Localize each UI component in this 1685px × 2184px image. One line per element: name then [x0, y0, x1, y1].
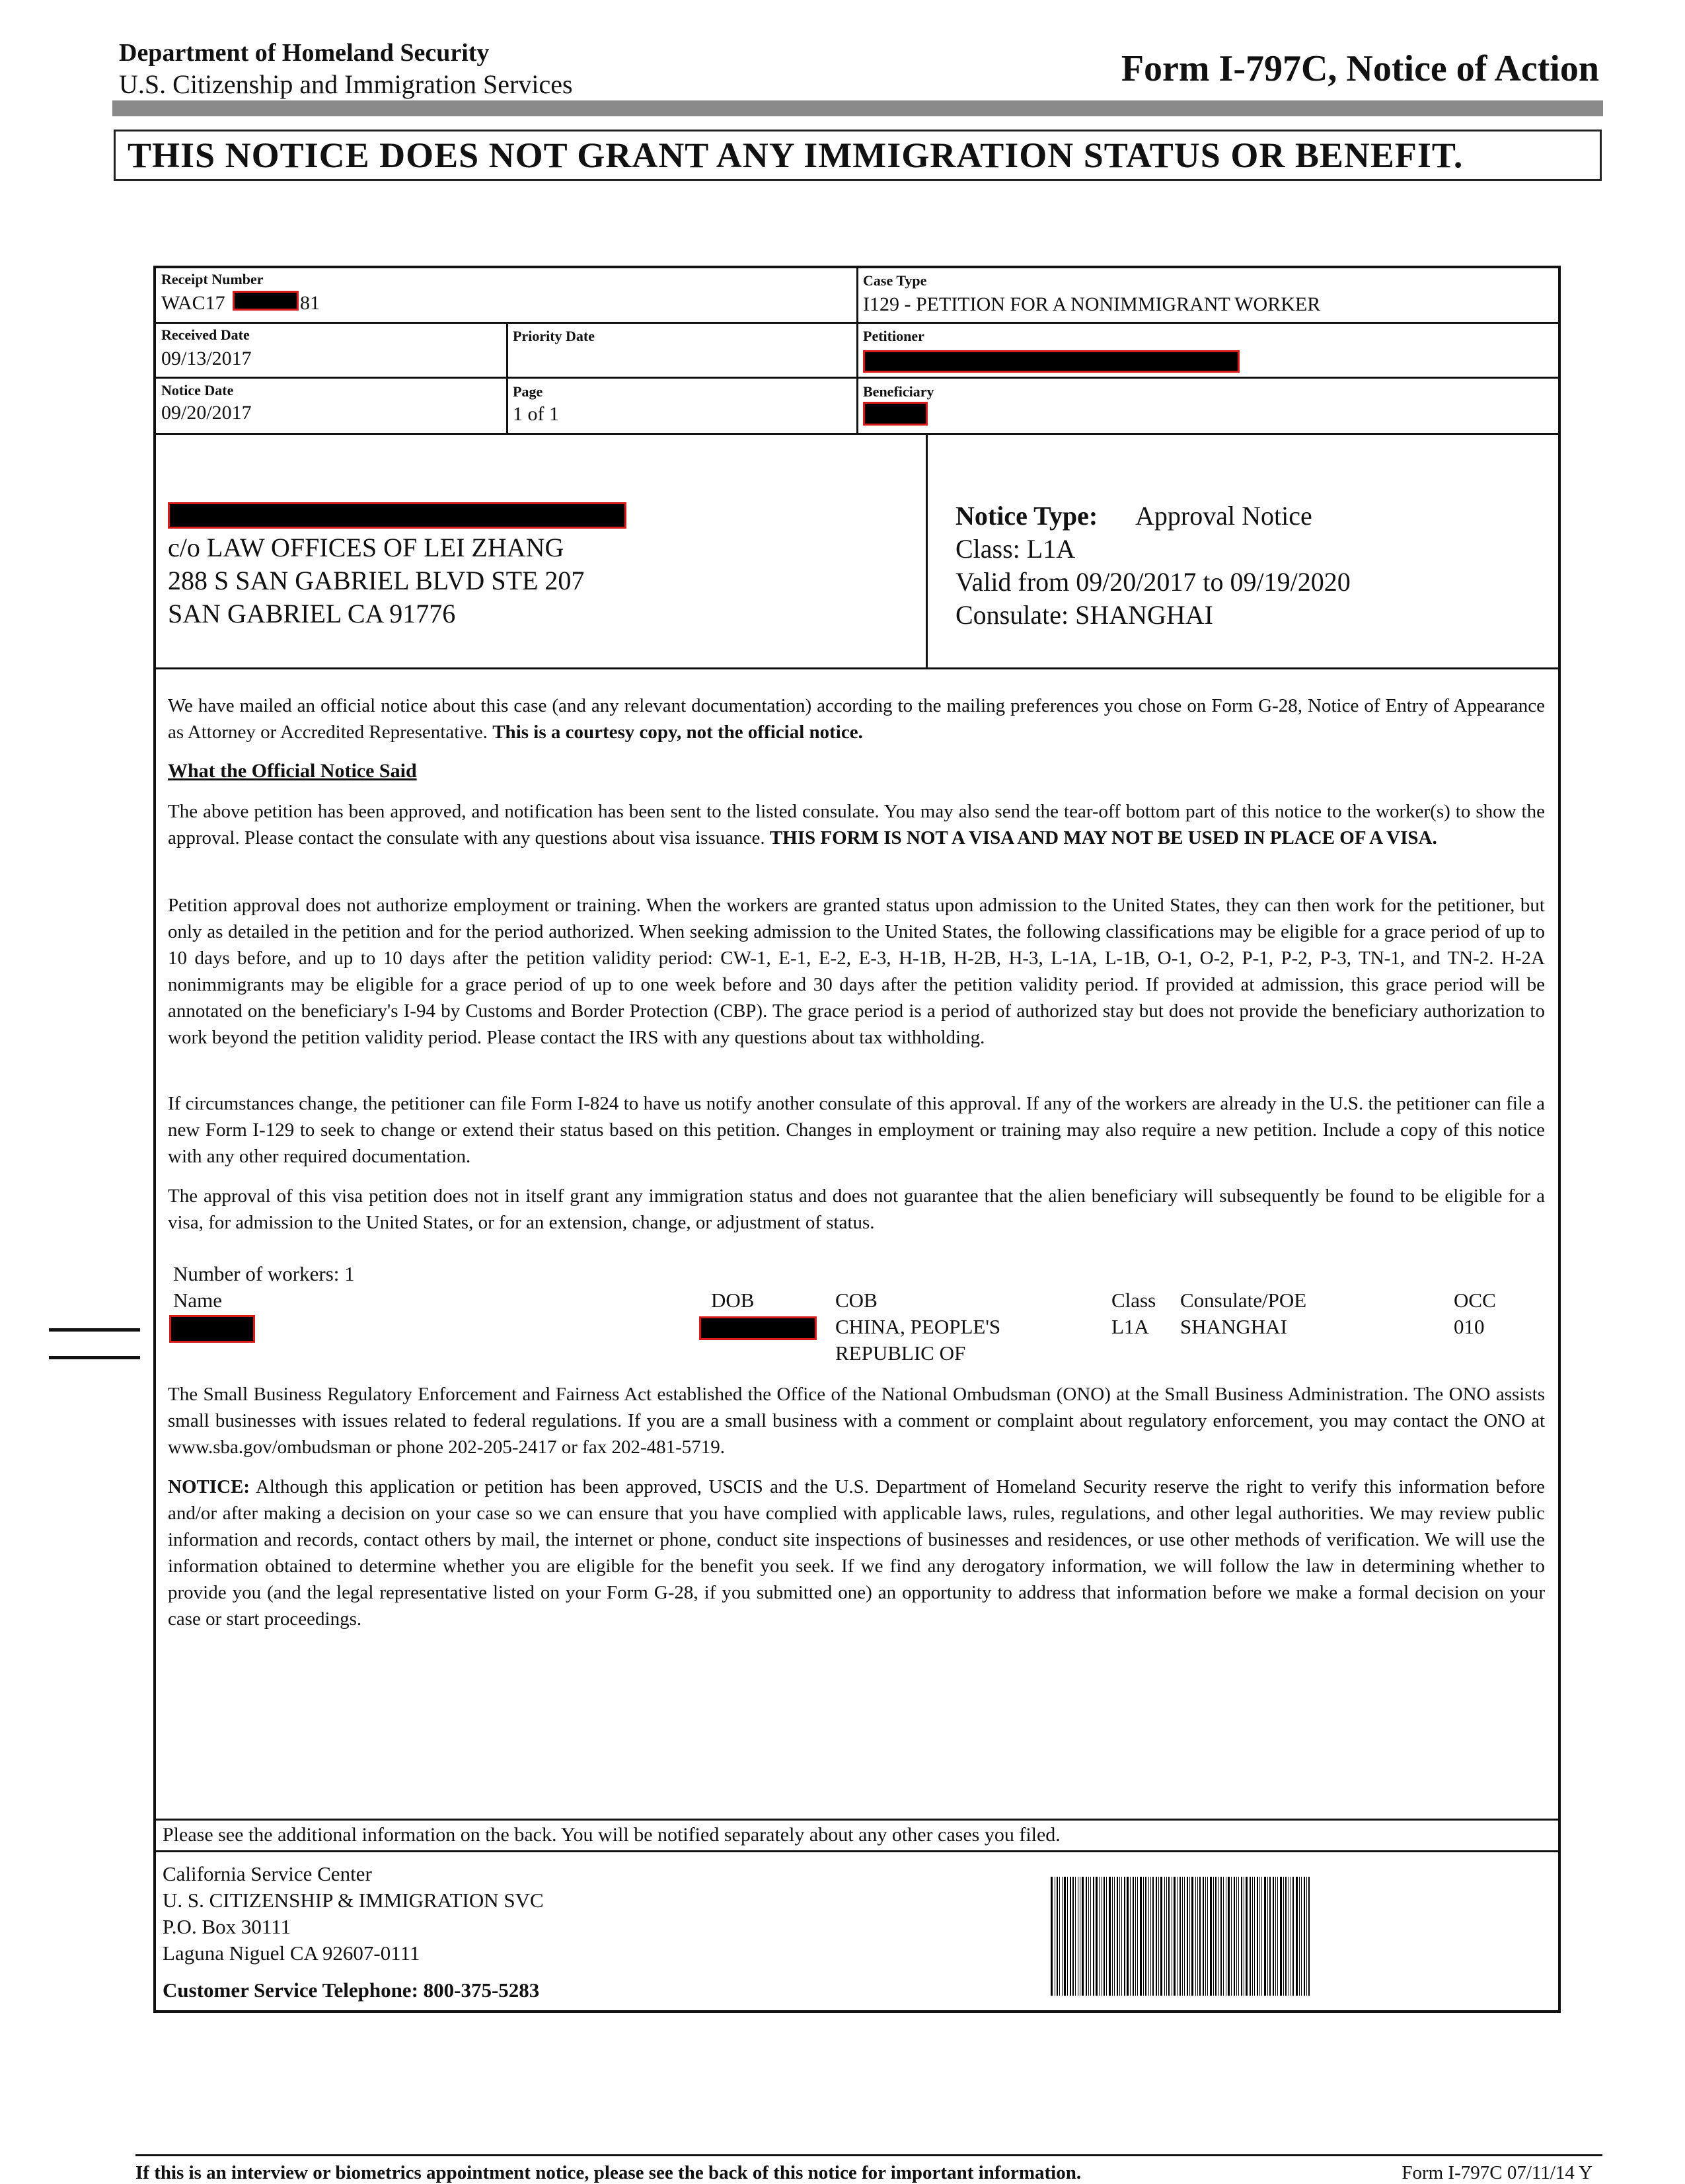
approval-disclaimer-paragraph: The approval of this visa petition does not in itself grant any immigration status and does not guarantee that the alien beneficiary will subsequently be found to be eligible for a visa, for admission to the United States, or for an extension, change, or adjustment of status. — [168, 1186, 1545, 1233]
barcode-bar — [1064, 1877, 1066, 1996]
notice-consulate: Consulate: SHANGHAI — [955, 600, 1213, 630]
barcode-bar — [1152, 1877, 1154, 1996]
barcode-bar — [1261, 1877, 1262, 1996]
worker-occ: 010 — [1454, 1315, 1485, 1338]
received-date-value: 09/13/2017 — [161, 348, 252, 369]
service-center-line-2: U. S. CITIZENSHIP & IMMIGRATION SVC — [163, 1889, 544, 1912]
department-name: Department of Homeland Security — [119, 39, 490, 67]
margin-mark — [49, 1328, 140, 1332]
receipt-number-suffix: 81 — [300, 292, 320, 314]
receipt-number-redaction — [233, 291, 299, 311]
address-line-3: SAN GABRIEL CA 91776 — [168, 599, 456, 628]
notice-date-label: Notice Date — [161, 382, 234, 398]
barcode-bar — [1160, 1877, 1162, 1996]
courtesy-paragraph — [168, 693, 1545, 745]
case-type-label: Case Type — [863, 272, 927, 289]
workers-header-name: Name — [173, 1289, 223, 1312]
barcode-bar — [1246, 1877, 1248, 1996]
service-center-line-1: California Service Center — [163, 1862, 372, 1885]
barcode-bar — [1187, 1877, 1188, 1996]
barcode-bar — [1283, 1877, 1284, 1996]
barcode-bar — [1205, 1877, 1206, 1996]
barcode-bar — [1275, 1877, 1276, 1996]
notice-type-value: Approval Notice — [1135, 501, 1312, 531]
barcode-bar — [1104, 1877, 1105, 1996]
grid-line — [856, 266, 858, 433]
ombudsman-paragraph: The Small Business Regulatory Enforcement and Fairness Act established the Office of the National Ombudsman (ONO) at the Small Business Administration. The ONO assists small businesses with issues related to federal regulations. If you are a small business with a comment or complaint about regulatory enforcement, you may contact the ONO at www.sba.gov/ombudsman or phone 202-205-2417 or fax 202-481-5719. — [168, 1384, 1545, 1458]
appointment-note: If this is an interview or biometrics appointment notice, please see the back of this notice for important information. — [135, 2162, 1082, 2183]
page-label: Page — [513, 383, 543, 400]
notice-type-label: Notice Type: — [955, 501, 1098, 531]
courtesy-bold: This is a courtesy copy, not the official notice. — [492, 722, 863, 743]
barcode-bar — [1264, 1877, 1266, 1996]
employment-paragraph: Petition approval does not authorize employment or training. When the workers are granted status upon admission to the United States, they can then work for the petitioner, but only as detailed in the petition and for the period authorized. When seeking admission to the United States, the following classifications may be eligible for a grace period of up to 10 days before, and up to 10 days after the petition validity period: CW-1, E-1, E-2, E-3, H-1B, H-2B, H-3, L-1A, L-1B, O-1, O-2, P-1, P-2, P-3, TN-1, and TN-2. H-2A nonimmigrants may be eligible for a grace period of up to one week before and 30 days after the petition validity period. If provided at admission, this grace period will be annotated on the beneficiary's I-94 by Customs and Border Protection (CBP). The grace period is a period of authorized stay but does not provide the beneficiary authorization to work beyond the petition validity period. Please contact the IRS with any questions about tax withholding. — [168, 895, 1545, 1048]
barcode — [1051, 1877, 1368, 1996]
verification-notice-text: Although this application or petition has been approved, USCIS and the U.S. Department of Homeland Security reserve the right to verify this information before and/or after making a decision on your case so we can ensure that you have complied with applicable laws, rules, regulations, and other legal authorities. We may review public information and records, contact others by mail, the internet or phone, conduct site inspections of businesses and residences, or use other methods of verification. We will use the information obtained to determine whether you are eligible for the benefit you seek. If we find any derogatory information, we will follow the law in determining whether to provide you (and the legal representative listed on your Form G-28, if you submitted one) an opportunity to address that information before we make a formal decision on your case or start proceedings. — [168, 1476, 1545, 1630]
grid-line — [926, 433, 928, 668]
notice-class: Class: L1A — [955, 534, 1076, 564]
barcode-bar — [1210, 1877, 1212, 1996]
barcode-bar — [1267, 1877, 1268, 1996]
address-line-2: 288 S SAN GABRIEL BLVD STE 207 — [168, 566, 585, 595]
grid-line — [153, 667, 1561, 669]
address-line-1: c/o LAW OFFICES OF LEI ZHANG — [168, 533, 564, 562]
barcode-bar — [1148, 1877, 1149, 1996]
barcode-bar — [1168, 1877, 1170, 1996]
barcode-bar — [1127, 1877, 1129, 1996]
barcode-bar — [1119, 1877, 1120, 1996]
barcode-bar — [1164, 1877, 1165, 1996]
petitioner-label: Petitioner — [863, 328, 924, 344]
barcode-bar — [1254, 1877, 1255, 1996]
barcode-bar — [1252, 1877, 1253, 1996]
barcode-bar — [1070, 1877, 1071, 1996]
barcode-bar — [1057, 1877, 1058, 1996]
status-banner: THIS NOTICE DOES NOT GRANT ANY IMMIGRATION STATUS OR BENEFIT. — [114, 130, 1602, 181]
barcode-bar — [1218, 1877, 1219, 1996]
barcode-bar — [1150, 1877, 1151, 1996]
grid-line — [153, 433, 1561, 435]
page-value: 1 of 1 — [513, 403, 559, 425]
barcode-bar — [1166, 1877, 1167, 1996]
barcode-bar — [1296, 1877, 1298, 1996]
barcode-bar — [1215, 1877, 1217, 1996]
agency-name: U.S. Citizenship and Immigration Services — [119, 69, 573, 99]
barcode-bar — [1059, 1877, 1060, 1996]
barcode-bar — [1299, 1877, 1300, 1996]
barcode-bar — [1273, 1877, 1274, 1996]
barcode-bar — [1082, 1877, 1084, 1996]
customer-service-phone: Customer Service Telephone: 800-375-5283 — [163, 1978, 540, 2002]
barcode-bar — [1075, 1877, 1076, 1996]
barcode-bar — [1137, 1877, 1138, 1996]
margin-mark — [49, 1356, 140, 1359]
grid-line — [153, 1850, 1561, 1852]
worker-class: L1A — [1111, 1315, 1149, 1338]
barcode-bar — [1086, 1877, 1087, 1996]
barcode-bar — [1124, 1877, 1125, 1996]
barcode-bar — [1156, 1877, 1157, 1996]
barcode-bar — [1177, 1877, 1178, 1996]
barcode-bar — [1207, 1877, 1208, 1996]
barcode-bar — [1236, 1877, 1237, 1996]
barcode-bar — [1199, 1877, 1201, 1996]
barcode-bar — [1158, 1877, 1159, 1996]
barcode-bar — [1106, 1877, 1107, 1996]
barcode-bar — [1306, 1877, 1307, 1996]
worker-cob-line2: REPUBLIC OF — [835, 1341, 966, 1365]
addressee-redaction — [168, 502, 626, 529]
workers-count: Number of workers: 1 — [173, 1262, 355, 1285]
notice-date-value: 09/20/2017 — [161, 402, 252, 424]
worker-dob-redaction — [699, 1316, 817, 1340]
barcode-bar — [1117, 1877, 1118, 1996]
barcode-bar — [1259, 1877, 1260, 1996]
received-date-label: Received Date — [161, 326, 250, 343]
barcode-bar — [1191, 1877, 1193, 1996]
barcode-bar — [1234, 1877, 1235, 1996]
barcode-bar — [1301, 1877, 1302, 1996]
case-type-value: I129 - PETITION FOR A NONIMMIGRANT WORKER — [863, 293, 1321, 315]
worker-name-redaction — [169, 1315, 255, 1343]
barcode-bar — [1308, 1877, 1310, 1996]
barcode-bar — [1072, 1877, 1074, 1996]
petitioner-redaction — [863, 350, 1240, 373]
notice-bold: NOTICE: — [168, 1476, 250, 1497]
service-center-line-3: P.O. Box 30111 — [163, 1915, 291, 1938]
barcode-bar — [1277, 1877, 1278, 1996]
service-center-address — [163, 1861, 544, 1967]
barcode-bar — [1133, 1877, 1134, 1996]
barcode-bar — [1213, 1877, 1214, 1996]
barcode-bar — [1130, 1877, 1131, 1996]
header-band — [112, 100, 1603, 116]
additional-info-note: Please see the additional information on the back. You will be notified separately about any other cases you filed. — [163, 1824, 1061, 1846]
barcode-bar — [1269, 1877, 1271, 1996]
barcode-bar — [1180, 1877, 1181, 1996]
barcode-bar — [1228, 1877, 1230, 1996]
workers-header-occ: OCC — [1454, 1289, 1496, 1312]
barcode-bar — [1184, 1877, 1185, 1996]
barcode-bar — [1304, 1877, 1305, 1996]
barcode-bar — [1238, 1877, 1239, 1996]
approval-paragraph — [168, 798, 1545, 851]
barcode-bar — [1241, 1877, 1242, 1996]
approval-text: The above petition has been approved, and notification has been sent to the listed consulate. You may also send the tear-off bottom part of this notice to the worker(s) to show the approval. Please contact the consulate with any questions about visa issuance. — [168, 801, 1545, 848]
barcode-bar — [1099, 1877, 1100, 1996]
barcode-bar — [1093, 1877, 1094, 1996]
workers-header-dob: DOB — [711, 1289, 755, 1312]
barcode-bar — [1195, 1877, 1196, 1996]
circumstances-paragraph: If circumstances change, the petitioner can file Form I-824 to have us notify another consulate of this approval. If any of the workers are already in the U.S. the petitioner can file a new Form I-129 to seek to change or extend their status based on this petition. Changes in employment or training may also require a new petition. Include a copy of this notice with any other required documentation. — [168, 1093, 1545, 1167]
barcode-bar — [1096, 1877, 1098, 1996]
workers-header-consulate: Consulate/POE — [1180, 1289, 1307, 1312]
barcode-bar — [1112, 1877, 1113, 1996]
receipt-number-prefix: WAC17 — [161, 292, 225, 314]
barcode-bar — [1088, 1877, 1089, 1996]
grid-line — [153, 1819, 1561, 1821]
barcode-bar — [1051, 1877, 1053, 1996]
barcode-bar — [1197, 1877, 1198, 1996]
worker-consulate: SHANGHAI — [1180, 1315, 1287, 1338]
verification-notice-paragraph — [168, 1474, 1545, 1632]
workers-header-cob: COB — [835, 1289, 878, 1312]
barcode-bar — [1109, 1877, 1111, 1996]
barcode-bar — [1182, 1877, 1183, 1996]
official-notice-heading: What the Official Notice Said — [168, 760, 417, 782]
barcode-bar — [1231, 1877, 1232, 1996]
bottom-rule — [135, 2154, 1602, 2156]
barcode-bar — [1223, 1877, 1224, 1996]
barcode-bar — [1143, 1877, 1144, 1996]
barcode-bar — [1135, 1877, 1136, 1996]
barcode-bar — [1203, 1877, 1204, 1996]
beneficiary-label: Beneficiary — [863, 383, 934, 400]
notice-validity: Valid from 09/20/2017 to 09/19/2020 — [955, 567, 1351, 597]
service-center-line-4: Laguna Niguel CA 92607-0111 — [163, 1941, 420, 1965]
priority-date-label: Priority Date — [513, 328, 595, 344]
beneficiary-redaction — [863, 402, 928, 426]
worker-cob-line1: CHINA, PEOPLE'S — [835, 1315, 1001, 1338]
barcode-bar — [1257, 1877, 1258, 1996]
form-title: Form I-797C, Notice of Action — [1121, 48, 1599, 89]
barcode-bar — [1090, 1877, 1091, 1996]
barcode-bar — [1140, 1877, 1142, 1996]
barcode-bar — [1145, 1877, 1146, 1996]
barcode-bar — [1292, 1877, 1294, 1996]
barcode-bar — [1062, 1877, 1063, 1996]
barcode-bar — [1220, 1877, 1222, 1996]
barcode-bar — [1174, 1877, 1176, 1996]
workers-header-class: Class — [1111, 1289, 1156, 1312]
barcode-bar — [1121, 1877, 1122, 1996]
barcode-bar — [1189, 1877, 1190, 1996]
barcode-bar — [1280, 1877, 1282, 1996]
barcode-bar — [1114, 1877, 1115, 1996]
barcode-bar — [1250, 1877, 1251, 1996]
barcode-bar — [1067, 1877, 1068, 1996]
receipt-number-label: Receipt Number — [161, 271, 264, 287]
courtesy-text: We have mailed an official notice about this case (and any relevant documentation) according to the mailing preferences you chose on Form G-28, Notice of Entry of Appearance as Attorney or Accredited Representative. — [168, 695, 1545, 743]
barcode-bar — [1285, 1877, 1287, 1996]
form-code: Form I-797C 07/11/14 Y — [1402, 2162, 1592, 2183]
not-a-visa-warning: THIS FORM IS NOT A VISA AND MAY NOT BE USED IN PLACE OF A VISA. — [769, 827, 1437, 848]
grid-line — [506, 322, 508, 433]
